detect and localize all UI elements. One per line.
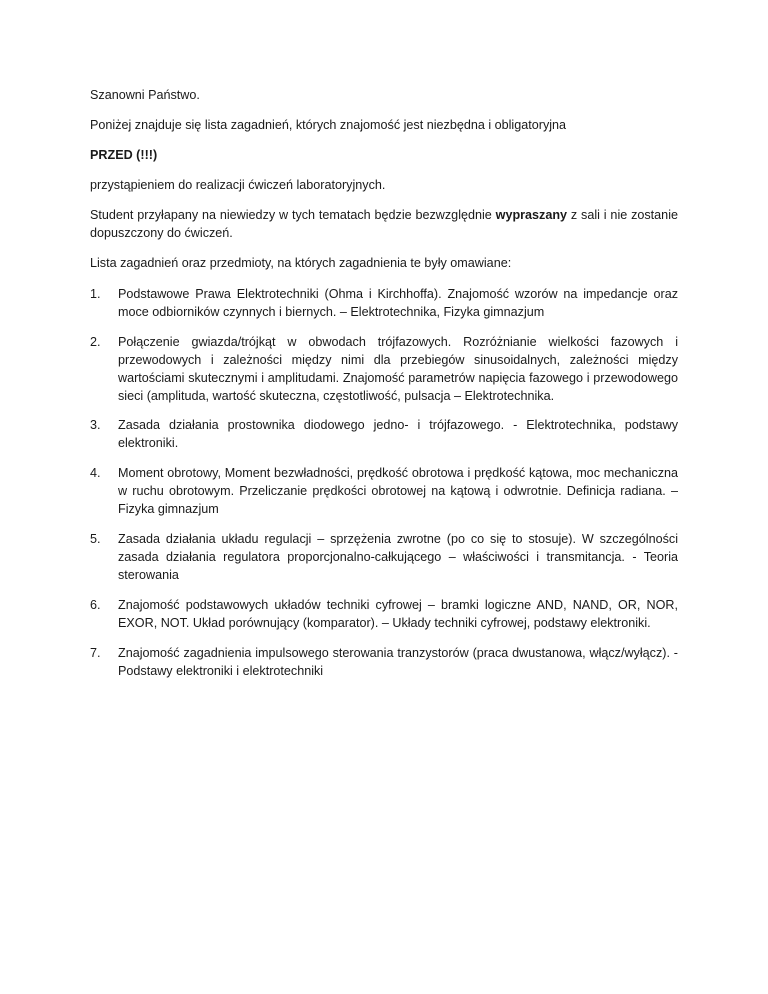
list-item-number: 7. [90, 646, 101, 660]
list-item-text: Moment obrotowy, Moment bezwładności, prędkość obrotowa i prędkość kątowa, moc mechaniczna w ruchu obrotowym. Przeliczanie prędkości obrotowej na kątową i odwrotnie. Definicja radiana. – Fizyka gimnazjum [118, 466, 678, 516]
warning-text-part2: z sali i nie zostanie dopuszczony do ćwiczeń. [90, 208, 678, 240]
list-item-number: 2. [90, 335, 101, 349]
warning-paragraph [90, 206, 678, 242]
list-item-number: 6. [90, 598, 101, 612]
warning-bold-word: wypraszany [495, 208, 568, 222]
warning-text-part1: Student przyłapany na niewiedzy w tych tematach będzie bezwzględnie [90, 208, 496, 222]
list-item-text: Zasada działania układu regulacji – sprzężenia zwrotne (po co się to stosuje). W szczególności zasada działania regulatora proporcjonalno-całkującego – właściwości i transmitancja. - Teoria sterowania [118, 532, 678, 582]
greeting: Szanowni Państwo. [90, 88, 200, 102]
intro-continued: przystąpieniem do realizacji ćwiczeń laboratoryjnych. [90, 178, 386, 192]
list-item-text: Podstawowe Prawa Elektrotechniki (Ohma i Kirchhoffa). Znajomość wzorów na impedancje oraz moce odbiorników czynnych i biernych. – Elektrotechnika, Fizyka gimnazjum [118, 287, 678, 319]
list-item-number: 5. [90, 532, 101, 546]
list-item-number: 3. [90, 418, 101, 432]
list-item-text: Połączenie gwiazda/trójkąt w obwodach trójfazowych. Rozróżnianie wielkości fazowych i przewodowych i zależności między nimi dla przebiegów sinusoidalnych, zależności między wartościami skutecznymi i amplitudami. Znajomość parametrów napięcia fazowego i przewodowego sieci (amplituda, wartość skuteczna, częstotliwość, pulsacja – Elektrotechnika. [118, 335, 678, 403]
list-item-text: Znajomość podstawowych układów techniki cyfrowej – bramki logiczne AND, NAND, OR, NOR, EXOR, NOT. Układ porównujący (komparator). – Układy techniki cyfrowej, podstawy elektroniki. [118, 598, 678, 630]
intro-paragraph: Poniżej znajduje się lista zagadnień, których znajomość jest niezbędna i obligatoryjna [90, 118, 567, 132]
list-item-number: 4. [90, 466, 101, 480]
list-heading: Lista zagadnień oraz przedmioty, na których zagadnienia te były omawiane: [90, 256, 512, 270]
before-emphasis: PRZED (!!!) [90, 148, 158, 162]
list-item-text: Zasada działania prostownika diodowego jedno- i trójfazowego. - Elektrotechnika, podstawy elektroniki. [118, 418, 678, 450]
list-item-number: 1. [90, 287, 101, 301]
list-item-text: Znajomość zagadnienia impulsowego sterowania tranzystorów (praca dwustanowa, włącz/wyłącz). - Podstawy elektroniki i elektrotechniki [118, 646, 678, 678]
